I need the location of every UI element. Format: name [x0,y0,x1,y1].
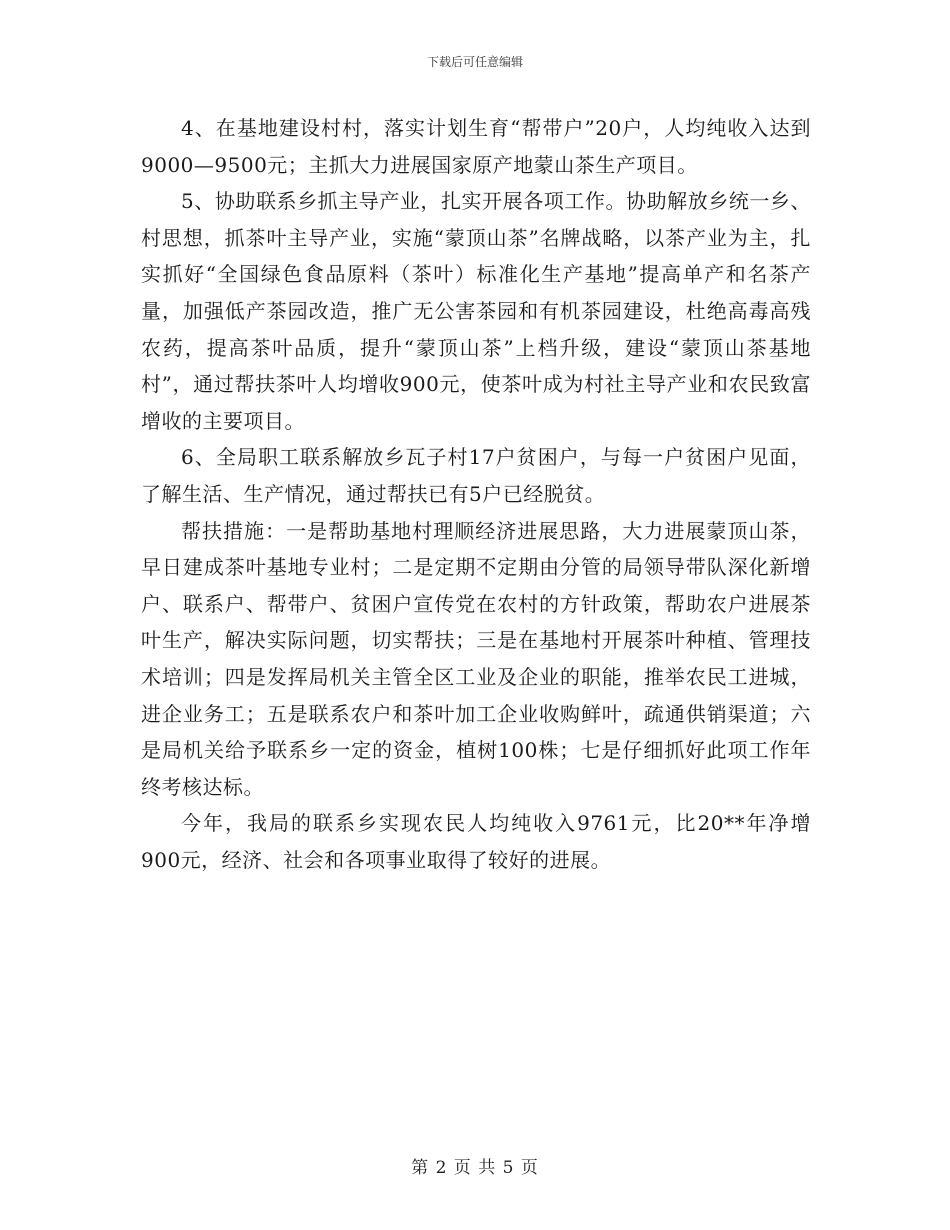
page-number-footer: 第 2 页 共 5 页 [411,1158,539,1178]
paragraph-measures: 帮扶措施：一是帮助基地村理顺经济进展思路，大力进展蒙顶山茶，早日建成茶叶基地专业村；二是定期不定期由分管的局领导带队深化新增户、联系户、帮带户、贫困户宣传党在农村的方针政策，帮助农户进展茶叶生产，解决实际问题，切实帮扶；三是在基地村开展茶叶种植、管理技术培训；四是发挥局机关主管全区工业及企业的职能，推举农民工进城，进企业务工；五是联系农户和茶叶加工企业收购鲜叶，疏通供销渠道；六是局机关给予联系乡一定的资金，植树100株；七是仔细抓好此项工作年终考核达标。 [141,518,811,799]
paragraph-summary: 今年，我局的联系乡实现农民人均纯收入9761元，比20**年净增900元，经济、社会和各项事业取得了较好的进展。 [141,811,811,872]
paragraph-item-5: 5、协助联系乡抓主导产业，扎实开展各项工作。协助解放乡统一乡、村思想，抓茶叶主导产业，实施“蒙顶山茶”名牌战略，以茶产业为主，扎实抓好“全国绿色食品原料（茶叶）标准化生产基地”提高单产和名茶产量，加强低产茶园改造，推广无公害茶园和有机茶园建设，杜绝高毒高残农药，提高茶叶品质，提升“蒙顶山茶”上档升级，建设“蒙顶山茶基地村”，通过帮扶茶叶人均增收900元，使茶叶成为村社主导产业和农民致富增收的主要项目。 [141,189,811,433]
page-header: 下载后可任意编辑 [426,55,523,69]
paragraph-item-4: 4、在基地建设村村，落实计划生育“帮带户”20户，人均纯收入达到9000—9500元；主抓大力进展国家原产地蒙山茶生产项目。 [141,116,811,177]
document-body [141,110,811,878]
paragraph-item-6: 6、全局职工联系解放乡瓦子村17户贫困户，与每一户贫困户见面，了解生活、生产情况，通过帮扶已有5户已经脱贫。 [141,445,811,506]
